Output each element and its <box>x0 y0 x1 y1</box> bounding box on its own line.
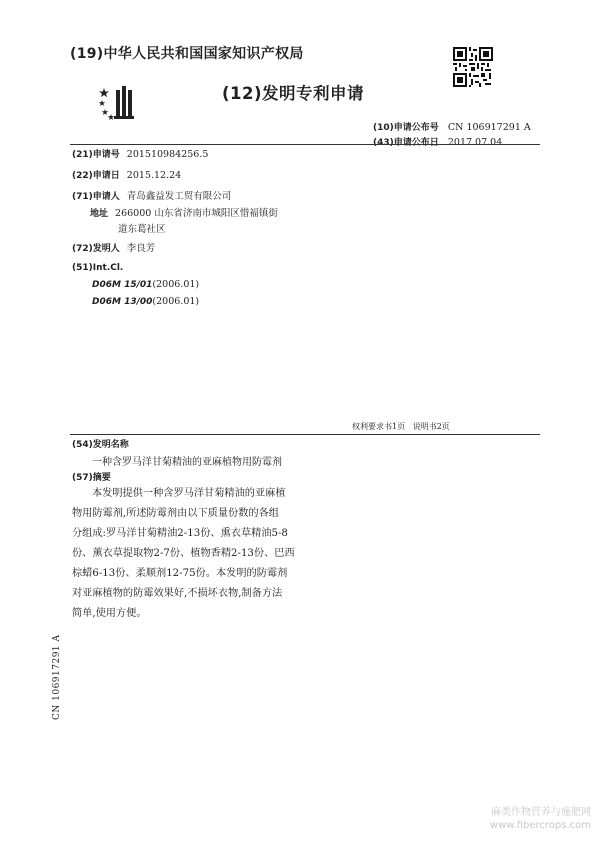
publication-number-value: CN 106917291 A <box>447 122 531 133</box>
application-date-value: 2015.12.24 <box>126 170 182 181</box>
inventor <box>72 240 155 254</box>
office-name: (19)中华人民共和国国家知识产权局 <box>70 46 304 62</box>
cnipa-emblem-icon <box>98 84 138 120</box>
address <box>90 205 278 219</box>
inventor-label: (72)发明人 <box>72 244 120 254</box>
publication-number-label: (10)申请公布号 <box>373 123 439 133</box>
page-count-info: 权利要求书1页 说明书2页 <box>352 422 450 431</box>
abstract-label-text: (57)摘要 <box>72 473 111 483</box>
inventor-value: 李良芳 <box>126 243 156 254</box>
abstract-line: 棕蜡6-13份、柔顺剂12-75份。本发明的防霉剂 <box>72 568 288 579</box>
document-type: (12)发明专利申请 <box>222 84 365 103</box>
abstract-label <box>72 470 111 483</box>
side-publication-number: CN 106917291 A <box>52 634 62 720</box>
publication-date <box>373 130 502 149</box>
header-divider <box>70 144 540 145</box>
abstract-line: 物用防霉剂,所述防霉剂由以下质量份数的各组 <box>72 508 279 519</box>
watermark-line-1: 麻类作物营养与施肥网 <box>491 807 591 818</box>
application-number-value: 201510984256.5 <box>126 149 209 160</box>
watermark-line-2: www.fibercrops.com <box>489 820 591 831</box>
publication-date-value: 2017.07.04 <box>447 137 503 148</box>
abstract-line: 分组成:罗马洋甘菊精油2-13份、熏衣草精油5-8 <box>72 528 288 539</box>
qr-code-icon <box>453 47 493 87</box>
abstract-line: 本发明提供一种含罗马洋甘菊精油的亚麻植 <box>92 488 286 499</box>
ipc-year: (2006.01) <box>152 296 200 307</box>
ipc-code: D06M 13/00 <box>92 297 153 307</box>
ipc-code: D06M 15/01 <box>92 280 153 290</box>
application-date <box>72 168 181 181</box>
invention-title: 一种含罗马洋甘菊精油的亚麻植物用防霉剂 <box>92 457 282 468</box>
abstract-line: 份、薰衣草提取物2-7份、植物香精2-13份、巴西 <box>72 548 295 559</box>
abstract-line: 简单,使用方便。 <box>72 608 147 619</box>
ipc-year: (2006.01) <box>152 279 200 290</box>
application-number <box>72 147 208 160</box>
ipc-entry <box>92 296 199 307</box>
application-date-label: (22)申请日 <box>72 171 120 181</box>
applicant-value: 青岛鑫益发工贸有限公司 <box>126 191 232 202</box>
abstract-divider <box>70 434 540 435</box>
int-cl-label-text: (51)Int.Cl. <box>72 263 124 273</box>
abstract-line: 对亚麻植物的防霉效果好,不损坏衣物,制备方法 <box>72 588 283 599</box>
invention-title-label <box>72 437 129 450</box>
abstract-text <box>72 484 304 624</box>
ipc-entry <box>92 279 199 290</box>
address-line-1: 266000 山东省济南市城阳区惜福镇街 <box>115 208 278 219</box>
address-label: 地址 <box>90 209 109 219</box>
int-cl-label <box>72 262 123 273</box>
publication-date-label: (43)申请公布日 <box>373 138 439 148</box>
applicant <box>72 188 231 202</box>
applicant-label: (71)申请人 <box>72 192 120 202</box>
site-watermark <box>490 806 591 832</box>
address-line-2: 道东葛社区 <box>118 224 166 235</box>
invention-title-label-text: (54)发明名称 <box>72 440 129 450</box>
application-number-label: (21)申请号 <box>72 150 120 160</box>
